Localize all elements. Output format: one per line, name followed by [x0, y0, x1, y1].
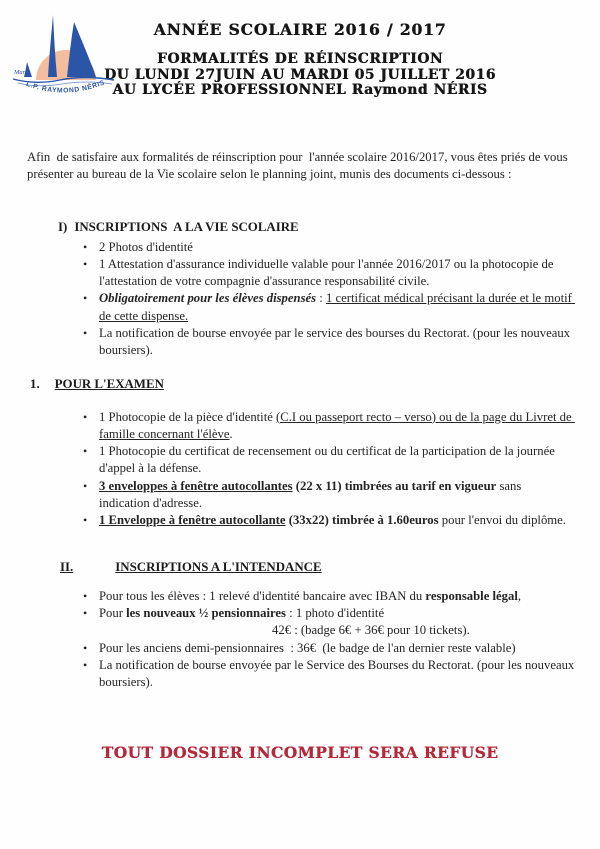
list-item: • Pour les nouveaux ½ pensionnaires : 1 photo d'identité — [82, 605, 575, 622]
list-item: • 1 Enveloppe à fenêtre autocollante (33x22) timbrée à 1.60euros pour l'envoi du diplôme. — [82, 512, 575, 529]
list-item: • 2 Photos d'identité — [82, 239, 575, 256]
warning-text: TOUT DOSSIER INCOMPLET SERA REFUSE — [101, 743, 499, 763]
section-examen — [30, 377, 575, 530]
list-item: • 3 enveloppes à fenêtre autocollantes (22 x 11) timbrées au tarif en vigueur sans indication d'adresse. — [82, 478, 575, 513]
list-item: • Pour les anciens demi-pensionnaires : 36€ (le badge de l'an dernier reste valable) — [82, 640, 575, 657]
section-intendance — [60, 559, 578, 692]
examen-list — [30, 409, 575, 530]
list-item: • Pour tous les élèves : 1 relevé d'identité bancaire avec IBAN du responsable légal, — [82, 588, 575, 605]
list-item: • 1 Attestation d'assurance individuelle valable pour l'année 2016/2017 ou la photocopie de l'attestation de votre compagnie d'assurance responsabilité civile. — [82, 256, 575, 291]
section-title: INSCRIPTIONS A L'INTENDANCE — [115, 559, 322, 574]
title-line-2: DU LUNDI 27JUIN AU MARDI 05 JUILLET 2016 — [104, 66, 496, 83]
list-item: • La notification de bourse envoyée par le service des bourses du Rectorat. (pour les nouveaux boursiers). — [82, 325, 575, 360]
section-label: 1. — [30, 376, 40, 391]
section-label: I) — [58, 219, 68, 234]
section-vie-scolaire-heading — [58, 220, 575, 235]
section-vie-scolaire — [58, 220, 575, 360]
school-logo — [8, 10, 120, 110]
intro-paragraph: Afin de satisfaire aux formalités de réinscription pour l'année scolaire 2016/2017, vous êtes priés de vous présenter au bureau de la Vie scolaire selon le planning joint, munis des documents ci-dessous : — [27, 149, 571, 181]
list-item: • Obligatoirement pour les élèves dispensés : 1 certificat médical précisant la durée et le motif de cette dispense. — [82, 290, 575, 325]
title-line-3: AU LYCÉE PROFESSIONNEL Raymond NÉRIS — [112, 82, 488, 98]
section-title: INSCRIPTIONS A LA VIE SCOLAIRE — [74, 219, 299, 234]
section-intendance-heading — [60, 560, 575, 575]
price-detail-line: 42€ : (badge 6€ + 36€ pour 10 tickets). — [272, 623, 470, 638]
vie-scolaire-list — [58, 239, 575, 360]
section-title: POUR L'EXAMEN — [54, 376, 164, 391]
logo-school-name: L.P. RAYMOND NÉRIS — [25, 79, 107, 95]
section-examen-heading — [30, 377, 575, 392]
list-item: • 1 Photocopie du certificat de recensement ou du certificat de la participation de la journée d'appel à la défense. — [82, 443, 575, 478]
section-label: II. — [60, 559, 74, 574]
list-item: • La notification de bourse envoyée par le Service des Bourses du Rectorat. (pour les nouveaux boursiers). — [82, 657, 575, 692]
logo-place-label: Marin — [14, 69, 31, 76]
sailboat-icon — [8, 10, 120, 110]
title-line-1: FORMALITÉS DE RÉINSCRIPTION — [156, 51, 444, 67]
intendance-list — [60, 588, 578, 692]
school-year-title: ANNÉE SCOLAIRE 2016 / 2017 — [153, 20, 447, 39]
list-item: • 1 Photocopie de la pièce d'identité (C.I ou passeport recto – verso) ou de la page du Livret de famille concernant l'élève. — [82, 409, 575, 444]
